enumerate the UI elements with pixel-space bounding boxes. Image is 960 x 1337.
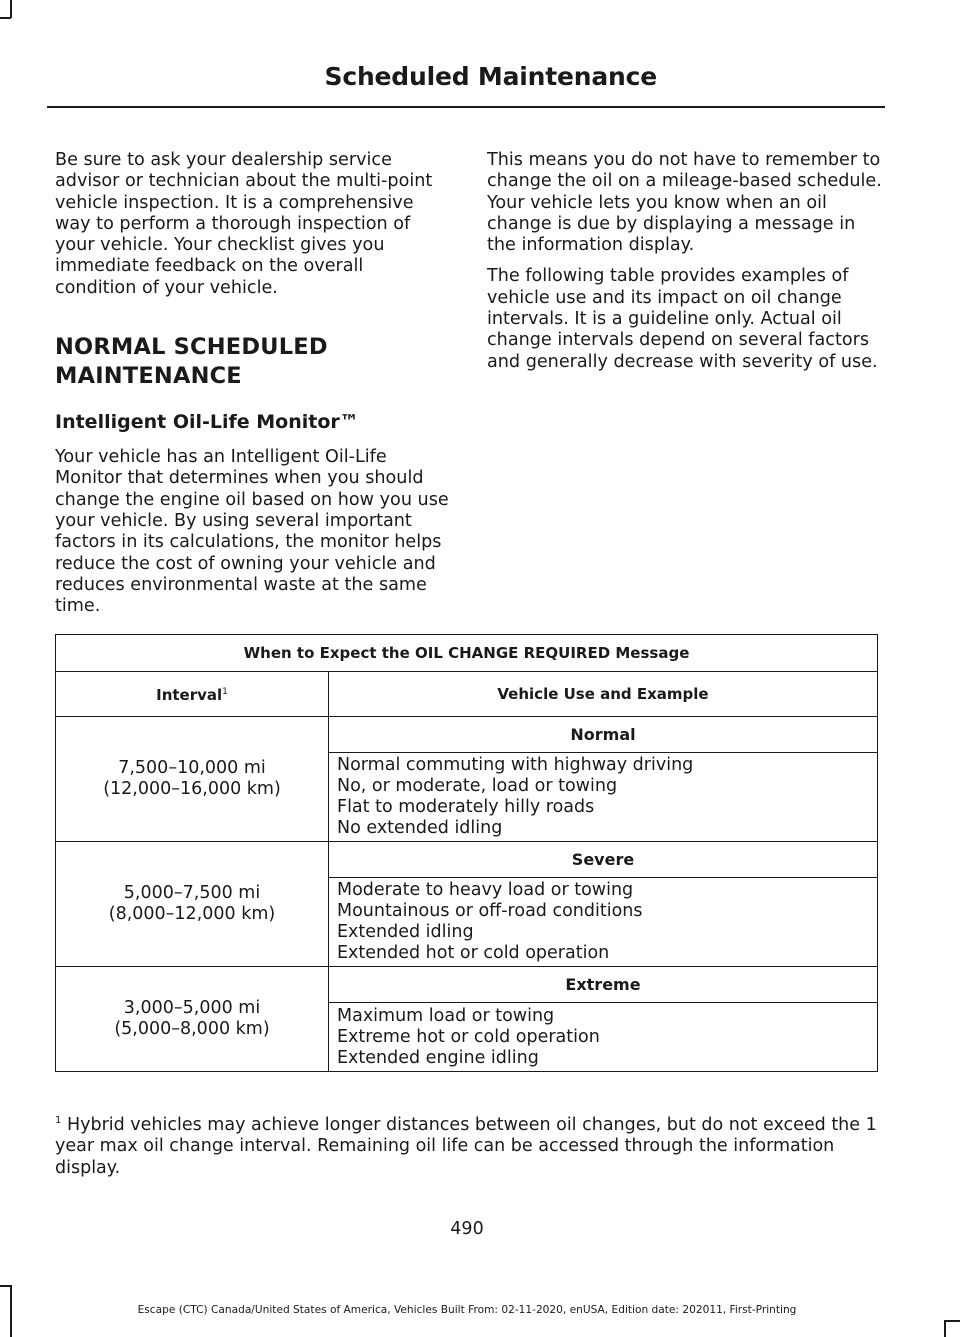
interval-kilometers: (12,000–16,000 km): [103, 779, 281, 799]
category-extreme: Extreme: [329, 967, 878, 1003]
usage-examples: [329, 753, 878, 842]
interval-cell: [56, 717, 329, 842]
usage-example: Extreme hot or cold operation: [337, 1026, 600, 1047]
footnote-text: Hybrid vehicles may achieve longer distances between oil changes, but do not exceed the 1 year max oil change interval. Remaining oil life can be accessed through the information display.: [55, 1114, 877, 1178]
interval-cell: [56, 967, 329, 1072]
usage-example: Mountainous or off-road conditions: [337, 901, 643, 921]
interval-miles: 5,000–7,500 mi: [123, 883, 261, 903]
interval-kilometers: (5,000–8,000 km): [114, 1019, 270, 1039]
crop-mark-bottom-right-v: [944, 1320, 946, 1337]
usage-example: Normal commuting with highway driving: [337, 755, 694, 775]
section-heading-line2: MAINTENANCE: [55, 363, 242, 390]
table-caption: When to Expect the OIL CHANGE REQUIRED Message: [56, 635, 878, 672]
usage-example: Extended engine idling: [337, 1047, 539, 1068]
usage-examples: [329, 1003, 878, 1072]
column-header-interval-label: Interval: [156, 686, 223, 704]
monitor-paragraph: Your vehicle has an Intelligent Oil-Life Monitor that determines when you should change the engine oil based on how you use your vehicle. By using several important factors in its calculations, the monitor helps reduce the cost of owning your vehicle and reduces environmental waste at the same time.: [55, 447, 449, 617]
category-normal: Normal: [329, 717, 878, 753]
category-severe: Severe: [329, 842, 878, 878]
usage-example: Moderate to heavy load or towing: [337, 880, 634, 900]
interval-cell: [56, 842, 329, 967]
crop-mark-top-left-h: [0, 17, 11, 19]
left-column: [55, 150, 450, 617]
usage-example: No, or moderate, load or towing: [337, 776, 618, 796]
crop-mark-bottom-left-h: [0, 1285, 11, 1287]
intro-paragraph: Be sure to ask your dealership service advisor or technician about the multi-point vehicle inspection. It is a comprehensive way to perform a thorough inspection of your vehicle. Your checklist gives you immediate feedback on the overall condition of your vehicle.: [55, 150, 433, 298]
usage-example: Maximum load or towing: [337, 1005, 555, 1026]
table-intro-paragraph: The following table provides examples of vehicle use and its impact on oil change intervals. It is a guideline only. Actual oil change intervals depend on several factors and generally decrease with severity of use.: [487, 266, 878, 372]
subsection-heading: Intelligent Oil-Life Monitor™: [55, 411, 359, 434]
footnote-ref: 1: [222, 687, 228, 697]
footnote-marker: 1: [55, 1115, 62, 1126]
usage-examples: [329, 878, 878, 967]
interval-kilometers: (8,000–12,000 km): [108, 904, 276, 924]
crop-mark-top-left-v: [10, 0, 12, 18]
interval-miles: 3,000–5,000 mi: [123, 998, 261, 1018]
section-heading: [55, 333, 450, 391]
table-footnote: [55, 1110, 885, 1179]
crop-mark-bottom-right-h: [944, 1320, 960, 1322]
usage-example: Extended hot or cold operation: [337, 943, 610, 963]
column-header-interval: [56, 672, 329, 717]
oil-change-table: [55, 634, 878, 1072]
page-number: 490: [450, 1219, 484, 1239]
usage-example: No extended idling: [337, 818, 503, 838]
section-heading-line1: NORMAL SCHEDULED: [55, 334, 328, 361]
right-column: [487, 150, 882, 373]
usage-example: Extended idling: [337, 922, 474, 942]
page-footer: Escape (CTC) Canada/United States of America, Vehicles Built From: 02-11-2020, enUSA, Edition date: 202011, First-Printing: [137, 1304, 797, 1316]
column-header-usage: Vehicle Use and Example: [329, 672, 878, 717]
interval-miles: 7,500–10,000 mi: [118, 758, 266, 778]
header-divider: [47, 106, 885, 108]
page-title: Scheduled Maintenance: [324, 62, 657, 91]
mileage-paragraph: This means you do not have to remember to change the oil on a mileage-based schedule. Your vehicle lets you know when an oil change is due by displaying a message in the information display.: [487, 150, 882, 256]
usage-example: Flat to moderately hilly roads: [337, 797, 595, 817]
